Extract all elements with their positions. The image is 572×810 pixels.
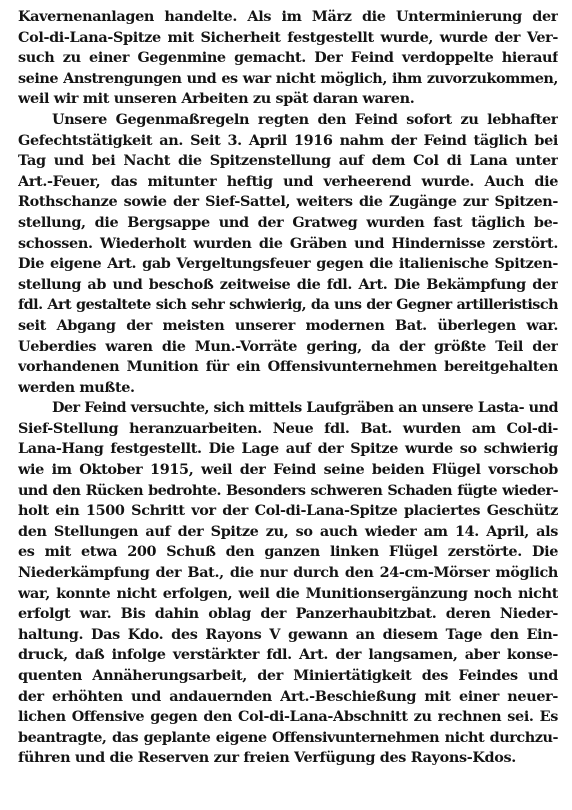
- text-line: quenten Annäherungsarbeit, der Miniertätigkeit des Feindes und: [18, 667, 558, 684]
- text-line: Sief-Stellung heranzuarbeiten. Neue fdl. Bat. wurden am Col-di-: [18, 419, 558, 437]
- text-line: Die eigene Art. gab Vergeltungsfeuer gegen die italienische Spitzen-: [18, 255, 558, 273]
- text-line: druck, daß infolge verstärkter fdl. Art. der langsamen, aber konse-: [18, 646, 558, 664]
- text-line: und den Rücken bedrohte. Besonders schweren Schaden fügte wieder-: [18, 481, 558, 499]
- text-line: erfolgt war. Bis dahin oblag der Panzerhaubitzbat. deren Nieder-: [18, 605, 558, 623]
- text-line: Niederkämpfung der Bat., die nur durch den 24-cm-Mörser möglich: [18, 564, 558, 582]
- paragraph-2: [18, 110, 558, 398]
- paragraph-3: [18, 398, 558, 769]
- text-line: seine Anstrengungen und es war nicht möglich, ihm zuvorzukommen,: [18, 69, 558, 87]
- text-line: Col-di-Lana-Spitze mit Sicherheit festgestellt wurde, wurde der Ver-: [18, 28, 558, 46]
- text-line: haltung. Das Kdo. des Rayons V gewann an diesem Tage den Ein-: [18, 625, 558, 643]
- text-line: Art.-Feuer, das mitunter heftig und verheerend wurde. Auch die: [18, 172, 558, 190]
- text-line: Gefechtstätigkeit an. Seit 3. April 1916 nahm der Feind täglich bei: [18, 131, 558, 149]
- paragraph-1: [18, 7, 558, 110]
- text-line: den Stellungen auf der Spitze zu, so auch wieder am 14. April, als: [18, 522, 558, 540]
- text-line: wie im Oktober 1915, weil der Feind seine beiden Flügel vorschob: [18, 461, 558, 479]
- text-line: beantragte, das geplante eigene Offensivunternehmen nicht durchzu-: [18, 728, 558, 746]
- text-line: Lana-Hang festgestellt. Die Lage auf der Spitze wurde so schwierig: [18, 440, 558, 458]
- text-line: Ueberdies waren die Mun.-Vorräte gering, da der größte Teil der: [18, 337, 558, 355]
- text-line: Kavernenanlagen handelte. Als im März die Unterminierung der: [18, 8, 558, 25]
- text-line: werden mußte.: [18, 378, 135, 396]
- text-line: such zu einer Gegenmine gemacht. Der Feind verdoppelte hierauf: [18, 49, 558, 67]
- text-line: es mit etwa 200 Schuß den ganzen linken Flügel zerstörte. Die: [18, 543, 558, 561]
- text-line: Tag und bei Nacht die Spitzenstellung auf dem Col di Lana unter: [18, 152, 558, 170]
- text-line: Rothschanze sowie der Sief-Sattel, weiters die Zugänge zur Spitzen-: [18, 193, 558, 211]
- text-line: weil wir mit unseren Arbeiten zu spät daran waren.: [18, 90, 415, 108]
- text-line: stellung ab und beschoß zeitweise die fdl. Art. Die Bekämpfung der: [18, 275, 558, 293]
- text-line: schossen. Wiederholt wurden die Gräben und Hindernisse zerstört.: [18, 234, 558, 252]
- text-line: führen und die Reserven zur freien Verfügung des Rayons-Kdos.: [18, 749, 516, 767]
- text-line: Der Feind versuchte, sich mittels Laufgräben an unsere Lasta- und: [52, 399, 558, 417]
- text-line: der erhöhten und andauernden Art.-Beschießung mit einer neuer-: [18, 687, 558, 705]
- text-line: seit Abgang der meisten unserer modernen Bat. überlegen war.: [18, 316, 558, 334]
- text-line: lichen Offensive gegen den Col-di-Lana-Abschnitt zu rechnen sei. Es: [18, 708, 558, 726]
- text-line: Unsere Gegenmaßregeln regten den Feind sofort zu lebhafter: [52, 110, 558, 128]
- text-line: stellung, die Bergsappe und der Gratweg wurden fast täglich be-: [18, 213, 558, 231]
- text-line: vorhandenen Munition für ein Offensivunternehmen bereitgehalten: [18, 358, 558, 376]
- text-line: holt ein 1500 Schritt vor der Col-di-Lana-Spitze placiertes Geschütz: [18, 502, 558, 520]
- text-line: fdl. Art gestaltete sich sehr schwierig, da uns der Gegner artilleristisch: [18, 296, 558, 314]
- text-line: war, konnte nicht erfolgen, weil die Munitionsergänzung noch nicht: [18, 584, 558, 602]
